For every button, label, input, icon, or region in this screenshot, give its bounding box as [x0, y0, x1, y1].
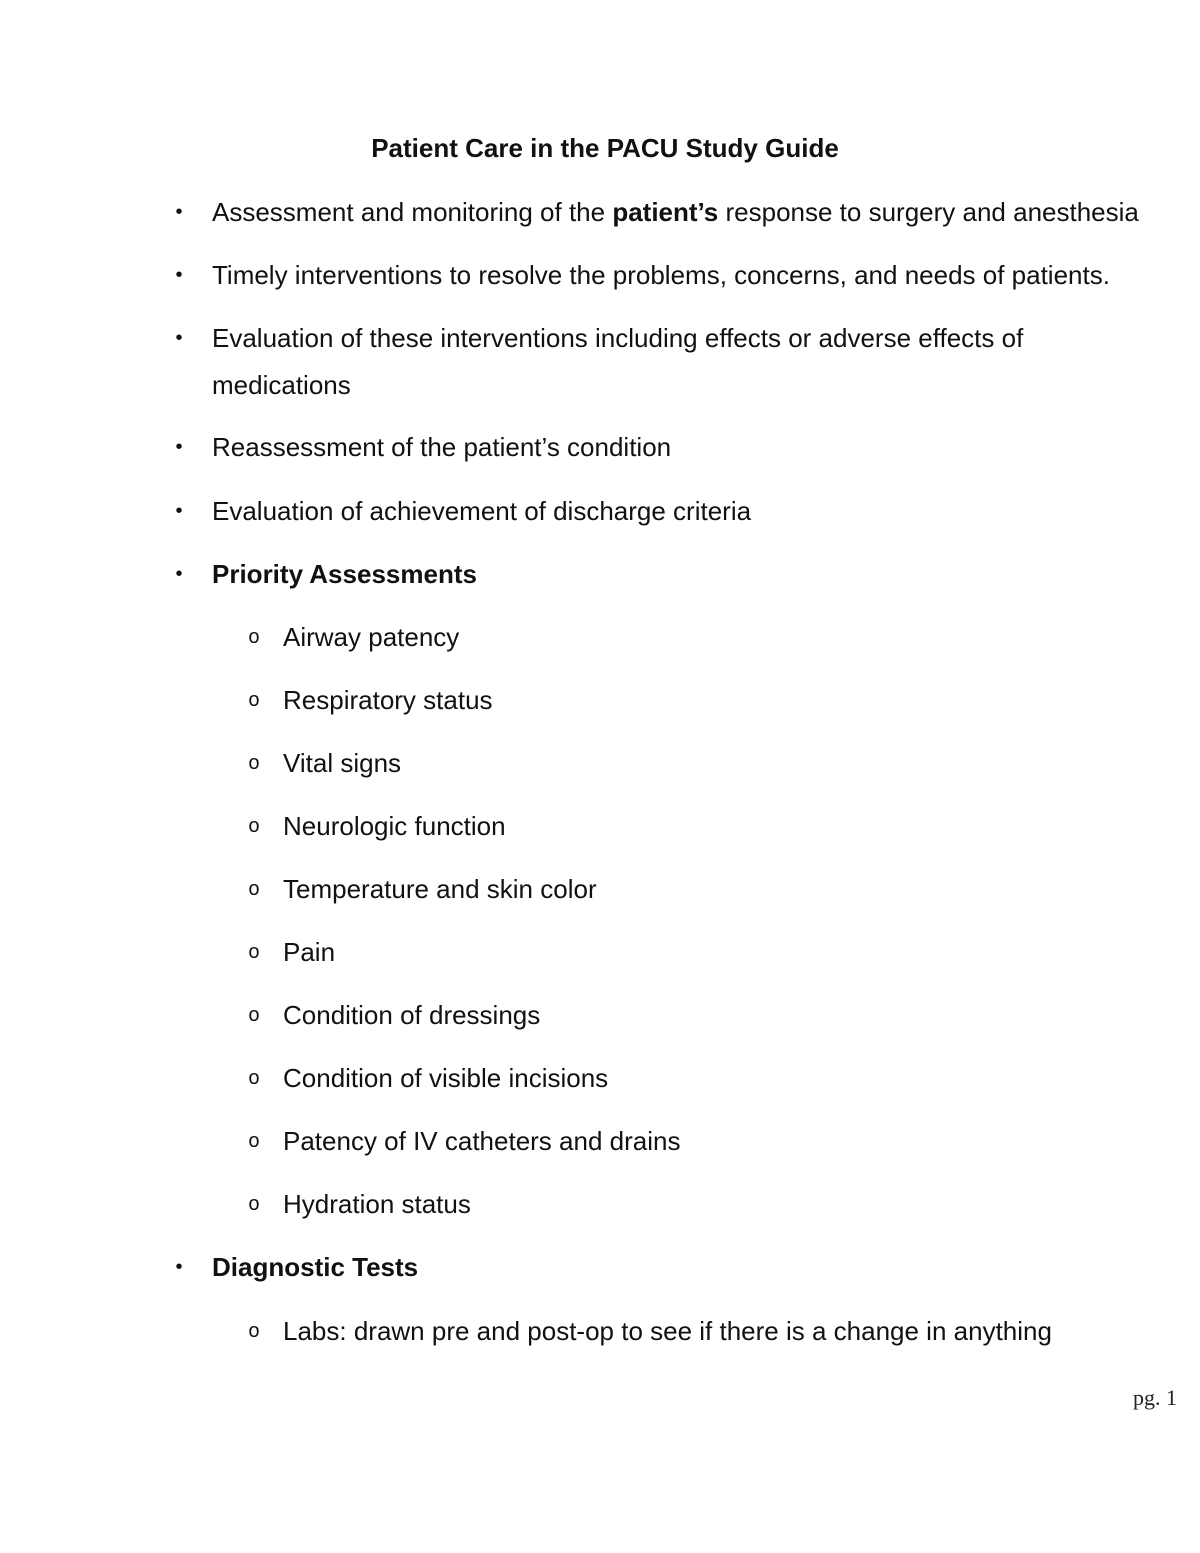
- sub-bullet-icon: o: [247, 942, 260, 965]
- page-number: pg. 1: [1133, 1385, 1177, 1410]
- section-heading: Priority Assessments: [212, 559, 477, 589]
- sub-bullet-icon: o: [247, 816, 260, 839]
- sub-bullet-icon: o: [247, 627, 260, 650]
- sub-bullet-icon: o: [247, 1005, 260, 1028]
- sub-list-item-text: Vital signs: [283, 748, 402, 778]
- sub-bullet-icon: o: [247, 690, 260, 713]
- list-item-text: Assessment and monitoring of the: [212, 197, 613, 227]
- list-item-text: response to surgery and anesthesia: [718, 197, 1139, 227]
- sub-bullet-icon: o: [247, 1068, 260, 1091]
- bullet-icon: •: [175, 327, 183, 349]
- bullet-icon: •: [175, 436, 183, 458]
- sub-list-item-text: Pain: [283, 937, 336, 967]
- document-title: Patient Care in the PACU Study Guide: [371, 133, 839, 163]
- sub-list-item-text: Hydration status: [283, 1189, 471, 1219]
- sub-list-item-text: Condition of visible incisions: [283, 1063, 609, 1093]
- sub-bullet-icon: o: [247, 1131, 260, 1154]
- list-item-text: Evaluation of achievement of discharge criteria: [212, 496, 752, 526]
- sub-list-item-text: Respiratory status: [283, 685, 493, 715]
- sub-list-item-text: Temperature and skin color: [283, 874, 597, 904]
- list-item-text: Evaluation of these interventions including effects or adverse effects of: [212, 323, 1024, 353]
- list-item-emphasis: patient’s: [612, 197, 719, 227]
- sub-bullet-icon: o: [247, 1321, 260, 1344]
- sub-list-item-text: Patency of IV catheters and drains: [283, 1126, 681, 1156]
- bullet-icon: •: [175, 264, 183, 286]
- list-item-text: Timely interventions to resolve the problems, concerns, and needs of patients.: [212, 260, 1110, 290]
- sub-bullet-icon: o: [247, 753, 260, 776]
- sub-list-item-text: Condition of dressings: [283, 1000, 541, 1030]
- sub-list-item-text: Neurologic function: [283, 811, 506, 841]
- sub-bullet-icon: o: [247, 1194, 260, 1217]
- list-item-text: medications: [212, 370, 351, 400]
- bullet-icon: •: [175, 500, 183, 522]
- section-heading: Diagnostic Tests: [212, 1252, 419, 1282]
- bullet-icon: •: [175, 563, 183, 585]
- bullet-icon: •: [175, 201, 183, 223]
- list-item-text: Reassessment of the patient’s condition: [212, 432, 672, 462]
- sub-list-item-text: Labs: drawn pre and post-op to see if there is a change in anything: [283, 1316, 1052, 1346]
- sub-list-item-text: Airway patency: [283, 622, 460, 652]
- bullet-icon: •: [175, 1256, 183, 1278]
- sub-bullet-icon: o: [247, 879, 260, 902]
